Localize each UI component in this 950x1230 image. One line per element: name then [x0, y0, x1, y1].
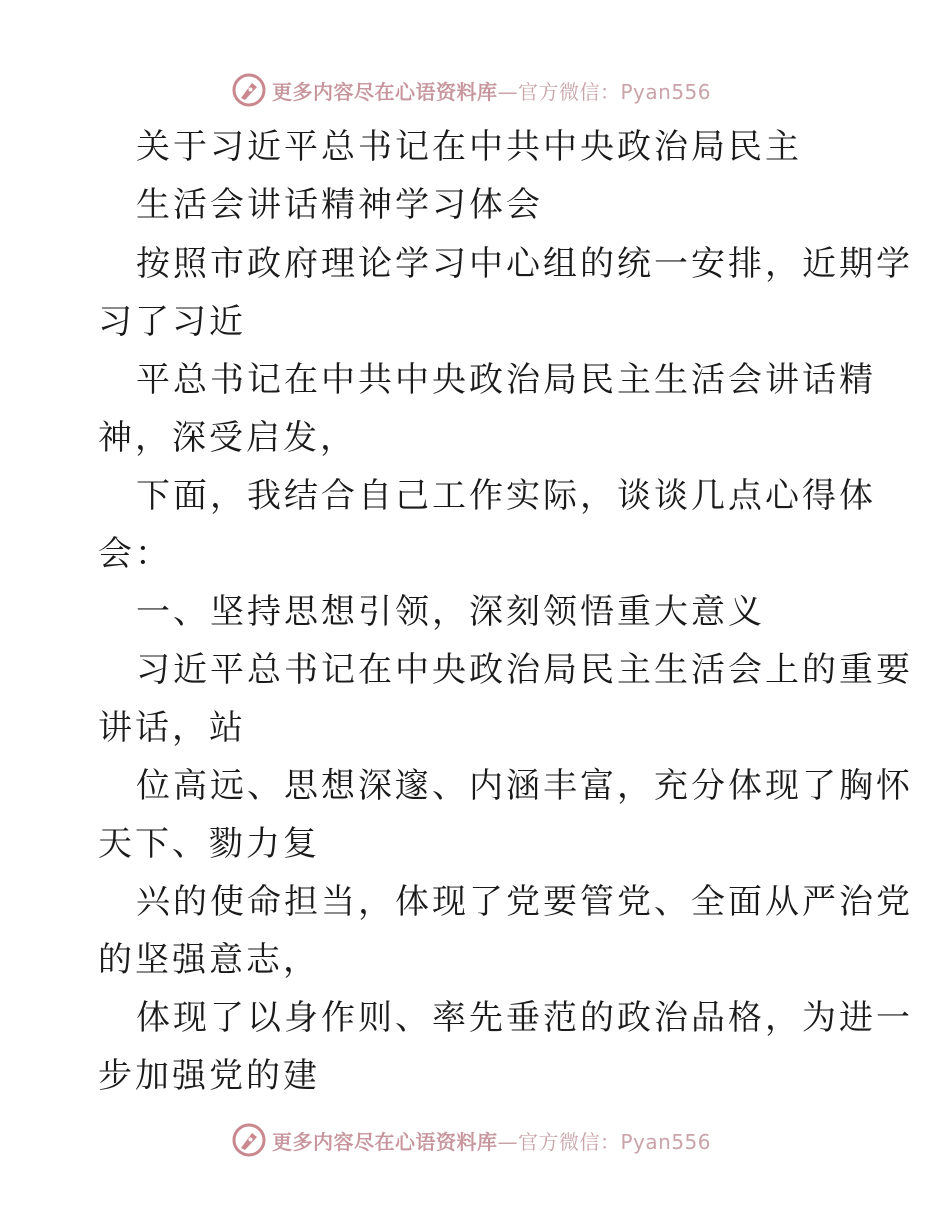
paragraph-line: 天下、勠力复 [98, 824, 320, 864]
footer-watermark-banner [232, 1120, 711, 1160]
paragraph-line: 位高远、思想深邃、内涵丰富，充分体现了胸怀 [136, 766, 913, 806]
document-title-line-1: 关于习近平总书记在中共中央政治局民主 [136, 127, 802, 167]
paragraph-line: 按照市政府理论学习中心组的统一安排，近期学 [136, 244, 913, 284]
paragraph-line: 习了习近 [98, 302, 246, 342]
paragraph-line: 讲话，站 [98, 708, 246, 748]
watermark-text: 更多内容尽在心语资料库—官方微信：Pyan556 [272, 1129, 712, 1154]
paragraph-line: 下面，我结合自己工作实际，谈谈几点心得体 [136, 476, 876, 516]
pen-nib-circle-icon [232, 1123, 266, 1157]
paragraph-line: 步加强党的建 [98, 1056, 320, 1096]
paragraph-line: 会： [98, 534, 172, 574]
paragraph-line: 平总书记在中共中央政治局民主生活会讲话精 [136, 360, 876, 400]
paragraph-line: 习近平总书记在中央政治局民主生活会上的重要 [136, 650, 913, 690]
watermark-text: 更多内容尽在心语资料库—官方微信：Pyan556 [272, 79, 712, 104]
paragraph-line: 的坚强意志， [98, 940, 320, 980]
paragraph-line: 体现了以身作则、率先垂范的政治品格，为进一 [136, 998, 913, 1038]
paragraph-line: 神，深受启发， [98, 418, 357, 458]
paragraph-line: 兴的使命担当，体现了党要管党、全面从严治党 [136, 882, 913, 922]
section-heading: 一、坚持思想引领，深刻领悟重大意义 [136, 592, 765, 632]
document-title-line-2: 生活会讲话精神学习体会 [136, 185, 543, 225]
